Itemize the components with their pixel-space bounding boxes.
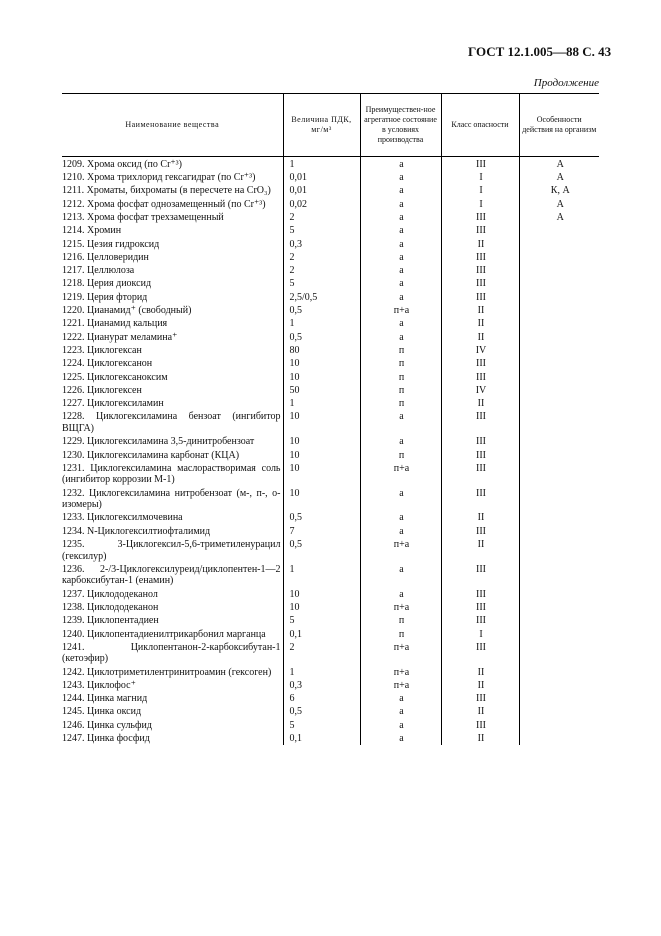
cell-substance-name: 1227. Циклогексиламин: [62, 398, 164, 410]
cell-substance-name: 1233. Циклогексилмочевина: [62, 512, 183, 524]
cell-aggregate-state: п: [360, 343, 441, 356]
table-row: [62, 587, 599, 600]
table-row: [62, 343, 599, 356]
cell-pdk-value: 2: [283, 210, 360, 223]
cell-aggregate-state: а: [360, 587, 441, 600]
cell-aggregate-state: п: [360, 356, 441, 369]
table-row: [62, 370, 599, 383]
cell-pdk-value: 1: [283, 396, 360, 409]
cell-action-features: [519, 330, 599, 343]
cell-pdk-value: 1: [283, 317, 360, 330]
cell-hazard-class: I: [441, 627, 519, 640]
cell-action-features: [519, 356, 599, 369]
cell-aggregate-state: а: [360, 250, 441, 263]
cell-substance-name: 1238. Циклододеканон: [62, 601, 159, 613]
cell-substance-name: 1230. Циклогексиламина карбонат (КЦА): [62, 449, 240, 461]
table-row: [62, 627, 599, 640]
table-row: [62, 237, 599, 250]
table-row: [62, 678, 599, 691]
cell-hazard-class: III: [441, 370, 519, 383]
header-hazard-class: Класс опасности: [441, 94, 519, 157]
table-row: [62, 600, 599, 613]
cell-hazard-class: III: [441, 461, 519, 486]
cell-action-features: [519, 486, 599, 511]
cell-action-features: [519, 665, 599, 678]
table-row: [62, 524, 599, 537]
cell-hazard-class: III: [441, 600, 519, 613]
cell-aggregate-state: п: [360, 448, 441, 461]
cell-pdk-value: 10: [283, 461, 360, 486]
cell-aggregate-state: п: [360, 627, 441, 640]
table-row: [62, 718, 599, 731]
cell-substance-name: 1212. Хрома фосфат однозамещенный (по Cr⁺³): [62, 198, 266, 210]
cell-action-features: [519, 263, 599, 276]
cell-aggregate-state: а: [360, 197, 441, 210]
cell-substance-name: 1242. Циклотриметилентринитроамин (гексоген): [62, 666, 272, 678]
table-row: [62, 157, 599, 171]
cell-hazard-class: II: [441, 396, 519, 409]
table-row: [62, 250, 599, 263]
cell-action-features: А: [519, 157, 599, 171]
cell-aggregate-state: а: [360, 524, 441, 537]
cell-action-features: А: [519, 197, 599, 210]
cell-pdk-value: 10: [283, 486, 360, 511]
cell-action-features: [519, 678, 599, 691]
cell-pdk-value: 2,5/0,5: [283, 290, 360, 303]
cell-aggregate-state: а: [360, 263, 441, 276]
cell-pdk-value: 10: [283, 434, 360, 447]
table-row: [62, 705, 599, 718]
cell-pdk-value: 0,02: [283, 197, 360, 210]
cell-pdk-value: 1: [283, 562, 360, 587]
header-aggregate-state: Преимуществен-ное агрегатное состояние в условиях производства: [360, 94, 441, 157]
cell-hazard-class: III: [441, 223, 519, 236]
cell-action-features: [519, 524, 599, 537]
cell-pdk-value: 0,1: [283, 731, 360, 744]
cell-hazard-class: II: [441, 317, 519, 330]
cell-aggregate-state: а: [360, 184, 441, 197]
table-row: [62, 277, 599, 290]
cell-aggregate-state: а: [360, 718, 441, 731]
cell-substance-name: 1226. Циклогексен: [62, 384, 142, 396]
cell-action-features: [519, 237, 599, 250]
table-row: [62, 486, 599, 511]
cell-aggregate-state: п: [360, 370, 441, 383]
cell-action-features: [519, 290, 599, 303]
cell-pdk-value: 2: [283, 263, 360, 276]
cell-hazard-class: III: [441, 263, 519, 276]
cell-substance-name: 1239. Циклопентадиен: [62, 615, 159, 627]
cell-aggregate-state: а: [360, 410, 441, 435]
cell-pdk-value: 0,1: [283, 627, 360, 640]
cell-action-features: [519, 317, 599, 330]
cell-action-features: [519, 691, 599, 704]
cell-hazard-class: I: [441, 184, 519, 197]
cell-substance-name: 1223. Циклогексан: [62, 344, 142, 356]
cell-action-features: [519, 370, 599, 383]
cell-hazard-class: II: [441, 303, 519, 316]
cell-hazard-class: III: [441, 613, 519, 626]
cell-aggregate-state: п: [360, 613, 441, 626]
cell-aggregate-state: а: [360, 705, 441, 718]
cell-aggregate-state: а: [360, 317, 441, 330]
table-row: [62, 640, 599, 665]
cell-hazard-class: II: [441, 511, 519, 524]
cell-hazard-class: II: [441, 731, 519, 744]
cell-substance-name: 1216. Целловеридин: [62, 251, 149, 263]
table-row: [62, 410, 599, 435]
cell-pdk-value: 0,5: [283, 705, 360, 718]
cell-substance-name: 1245. Цинка оксид: [62, 706, 142, 718]
cell-pdk-value: 10: [283, 587, 360, 600]
page-header: ГОСТ 12.1.005—88 С. 43: [468, 44, 612, 59]
cell-substance-name: 1247. Цинка фосфид: [62, 733, 150, 745]
cell-pdk-value: 5: [283, 223, 360, 236]
cell-pdk-value: 50: [283, 383, 360, 396]
cell-pdk-value: 0,5: [283, 537, 360, 562]
cell-substance-name: 1210. Хрома трихлорид гексагидрат (по Cr⁺³): [62, 172, 256, 184]
cell-substance-name: 1219. Церия фторид: [62, 291, 148, 303]
cell-aggregate-state: а: [360, 290, 441, 303]
cell-aggregate-state: п: [360, 383, 441, 396]
cell-substance-name: 1246. Цинка сульфид: [62, 719, 152, 731]
cell-substance-name: 1235. 3-Циклогексил-5,6-триметиленурацил (гексилур): [62, 539, 281, 562]
cell-hazard-class: I: [441, 170, 519, 183]
cell-hazard-class: II: [441, 678, 519, 691]
cell-substance-name: 1234. N-Циклогексилтиофталимид: [62, 525, 211, 537]
cell-pdk-value: 2: [283, 250, 360, 263]
cell-action-features: [519, 562, 599, 587]
cell-aggregate-state: а: [360, 511, 441, 524]
table-header-row: [62, 94, 599, 157]
cell-hazard-class: II: [441, 330, 519, 343]
cell-action-features: [519, 343, 599, 356]
table-row: [62, 356, 599, 369]
cell-action-features: [519, 410, 599, 435]
cell-hazard-class: II: [441, 537, 519, 562]
table-row: [62, 613, 599, 626]
cell-hazard-class: III: [441, 524, 519, 537]
cell-aggregate-state: а: [360, 223, 441, 236]
cell-pdk-value: 10: [283, 370, 360, 383]
table-row: [62, 383, 599, 396]
table-row: [62, 197, 599, 210]
cell-substance-name: 1220. Цианамид⁺ (свободный): [62, 305, 192, 317]
cell-hazard-class: I: [441, 197, 519, 210]
table-row: [62, 562, 599, 587]
header-pdk-value: Величина ПДК, мг/м³: [283, 94, 360, 157]
cell-aggregate-state: п+а: [360, 640, 441, 665]
cell-pdk-value: 10: [283, 410, 360, 435]
cell-substance-name: 1218. Церия диоксид: [62, 278, 152, 290]
cell-pdk-value: 5: [283, 613, 360, 626]
cell-hazard-class: III: [441, 277, 519, 290]
cell-substance-name: 1213. Хрома фосфат трехзамещенный: [62, 211, 224, 223]
cell-hazard-class: III: [441, 486, 519, 511]
cell-hazard-class: III: [441, 434, 519, 447]
cell-substance-name: 1217. Целлюлоза: [62, 265, 135, 277]
cell-pdk-value: 1: [283, 157, 360, 171]
table-row: [62, 448, 599, 461]
table-row: [62, 396, 599, 409]
cell-action-features: [519, 277, 599, 290]
cell-substance-name: 1244. Цинка магнид: [62, 693, 148, 705]
cell-substance-name: 1228. Циклогексиламина бензоат (ингибитор ВЩГА): [62, 411, 281, 434]
cell-pdk-value: 7: [283, 524, 360, 537]
cell-aggregate-state: п+а: [360, 461, 441, 486]
cell-aggregate-state: п+а: [360, 303, 441, 316]
table-row: [62, 303, 599, 316]
table-row: [62, 691, 599, 704]
cell-substance-name: 1241. Циклопентанон-2-карбоксибутан-1 (кетоэфир): [62, 641, 281, 665]
cell-hazard-class: III: [441, 691, 519, 704]
cell-hazard-class: III: [441, 410, 519, 435]
cell-pdk-value: 0,5: [283, 511, 360, 524]
cell-action-features: [519, 448, 599, 461]
cell-action-features: [519, 250, 599, 263]
table-row: [62, 434, 599, 447]
cell-aggregate-state: а: [360, 157, 441, 171]
substances-table: [62, 93, 599, 745]
table-row: [62, 461, 599, 486]
cell-aggregate-state: а: [360, 277, 441, 290]
cell-hazard-class: III: [441, 210, 519, 223]
cell-hazard-class: II: [441, 237, 519, 250]
cell-action-features: [519, 461, 599, 486]
cell-pdk-value: 6: [283, 691, 360, 704]
cell-pdk-value: 10: [283, 448, 360, 461]
cell-hazard-class: IV: [441, 343, 519, 356]
cell-action-features: [519, 396, 599, 409]
cell-hazard-class: III: [441, 356, 519, 369]
cell-substance-name: 1225. Циклогексаноксим: [62, 371, 168, 383]
cell-hazard-class: III: [441, 448, 519, 461]
cell-action-features: [519, 223, 599, 236]
table-row: [62, 290, 599, 303]
cell-hazard-class: III: [441, 157, 519, 171]
table-row: [62, 170, 599, 183]
table-row: [62, 330, 599, 343]
cell-aggregate-state: а: [360, 210, 441, 223]
cell-substance-name: 1215. Цезия гидроксид: [62, 238, 160, 250]
cell-action-features: [519, 383, 599, 396]
cell-substance-name: 1236. 2-/3-Циклогексилуреид/циклопентен-1—2 карбоксибутан-1 (енамин): [62, 563, 281, 587]
table-row: [62, 210, 599, 223]
cell-substance-name: 1222. Цианурат меламина⁺: [62, 331, 178, 343]
cell-hazard-class: II: [441, 705, 519, 718]
cell-substance-name: 1231. Циклогексиламина маслорастворимая соль (ингибитор коррозии М-1): [62, 462, 281, 486]
cell-action-features: [519, 640, 599, 665]
cell-substance-name: 1243. Циклофос⁺: [62, 679, 136, 691]
cell-aggregate-state: а: [360, 486, 441, 511]
cell-substance-name: 1224. Циклогексанон: [62, 358, 153, 370]
cell-substance-name: 1229. Циклогексиламина 3,5-динитробензоат: [62, 436, 255, 448]
cell-aggregate-state: а: [360, 237, 441, 250]
cell-pdk-value: 0,3: [283, 678, 360, 691]
cell-hazard-class: III: [441, 587, 519, 600]
cell-action-features: [519, 303, 599, 316]
cell-action-features: [519, 627, 599, 640]
cell-aggregate-state: п: [360, 396, 441, 409]
table-row: [62, 731, 599, 744]
cell-aggregate-state: а: [360, 691, 441, 704]
table-row: [62, 223, 599, 236]
table-row: [62, 537, 599, 562]
table-row: [62, 184, 599, 197]
cell-substance-name: 1237. Циклододеканол: [62, 588, 158, 600]
cell-aggregate-state: п+а: [360, 600, 441, 613]
cell-hazard-class: III: [441, 562, 519, 587]
cell-hazard-class: III: [441, 718, 519, 731]
cell-pdk-value: 1: [283, 665, 360, 678]
header-action-features: Особенности действия на организм: [519, 94, 599, 157]
cell-action-features: [519, 600, 599, 613]
cell-substance-name: 1221. Цианамид кальция: [62, 318, 168, 330]
cell-action-features: А: [519, 170, 599, 183]
table-row: [62, 317, 599, 330]
cell-aggregate-state: а: [360, 434, 441, 447]
cell-pdk-value: 0,01: [283, 170, 360, 183]
cell-pdk-value: 0,5: [283, 303, 360, 316]
table-row: [62, 511, 599, 524]
cell-substance-name: 1232. Циклогексиламина нитробензоат (м-, п-, о-изомеры): [62, 487, 281, 511]
cell-action-features: [519, 718, 599, 731]
table-row: [62, 665, 599, 678]
cell-action-features: К, А: [519, 184, 599, 197]
cell-substance-name: 1214. Хромин: [62, 225, 122, 237]
cell-substance-name: 1240. Циклопентадиенилтрикарбонил марганца: [62, 628, 266, 640]
cell-hazard-class: II: [441, 665, 519, 678]
cell-aggregate-state: п+а: [360, 678, 441, 691]
cell-aggregate-state: а: [360, 330, 441, 343]
cell-hazard-class: IV: [441, 383, 519, 396]
cell-aggregate-state: а: [360, 170, 441, 183]
cell-pdk-value: 5: [283, 277, 360, 290]
cell-action-features: [519, 434, 599, 447]
cell-action-features: [519, 613, 599, 626]
cell-action-features: А: [519, 210, 599, 223]
cell-pdk-value: 0,5: [283, 330, 360, 343]
cell-aggregate-state: п+а: [360, 537, 441, 562]
cell-pdk-value: 10: [283, 600, 360, 613]
cell-pdk-value: 0,3: [283, 237, 360, 250]
cell-hazard-class: III: [441, 250, 519, 263]
cell-aggregate-state: а: [360, 731, 441, 744]
cell-action-features: [519, 587, 599, 600]
cell-hazard-class: III: [441, 290, 519, 303]
cell-pdk-value: 2: [283, 640, 360, 665]
cell-substance-name: 1209. Хрома оксид (по Cr⁺³): [62, 158, 183, 170]
cell-action-features: [519, 705, 599, 718]
cell-aggregate-state: а: [360, 562, 441, 587]
cell-substance-name: 1211. Хроматы, бихроматы (в пересчете на CrO₃): [62, 185, 271, 197]
header-substance-name: Наименование вещества: [62, 94, 283, 157]
cell-pdk-value: 0,01: [283, 184, 360, 197]
cell-action-features: [519, 511, 599, 524]
table-row: [62, 263, 599, 276]
cell-pdk-value: 80: [283, 343, 360, 356]
cell-pdk-value: 5: [283, 718, 360, 731]
cell-pdk-value: 10: [283, 356, 360, 369]
cell-action-features: [519, 731, 599, 744]
cell-hazard-class: III: [441, 640, 519, 665]
cell-action-features: [519, 537, 599, 562]
cell-aggregate-state: п+а: [360, 665, 441, 678]
continuation-label: Продолжение: [533, 77, 599, 89]
